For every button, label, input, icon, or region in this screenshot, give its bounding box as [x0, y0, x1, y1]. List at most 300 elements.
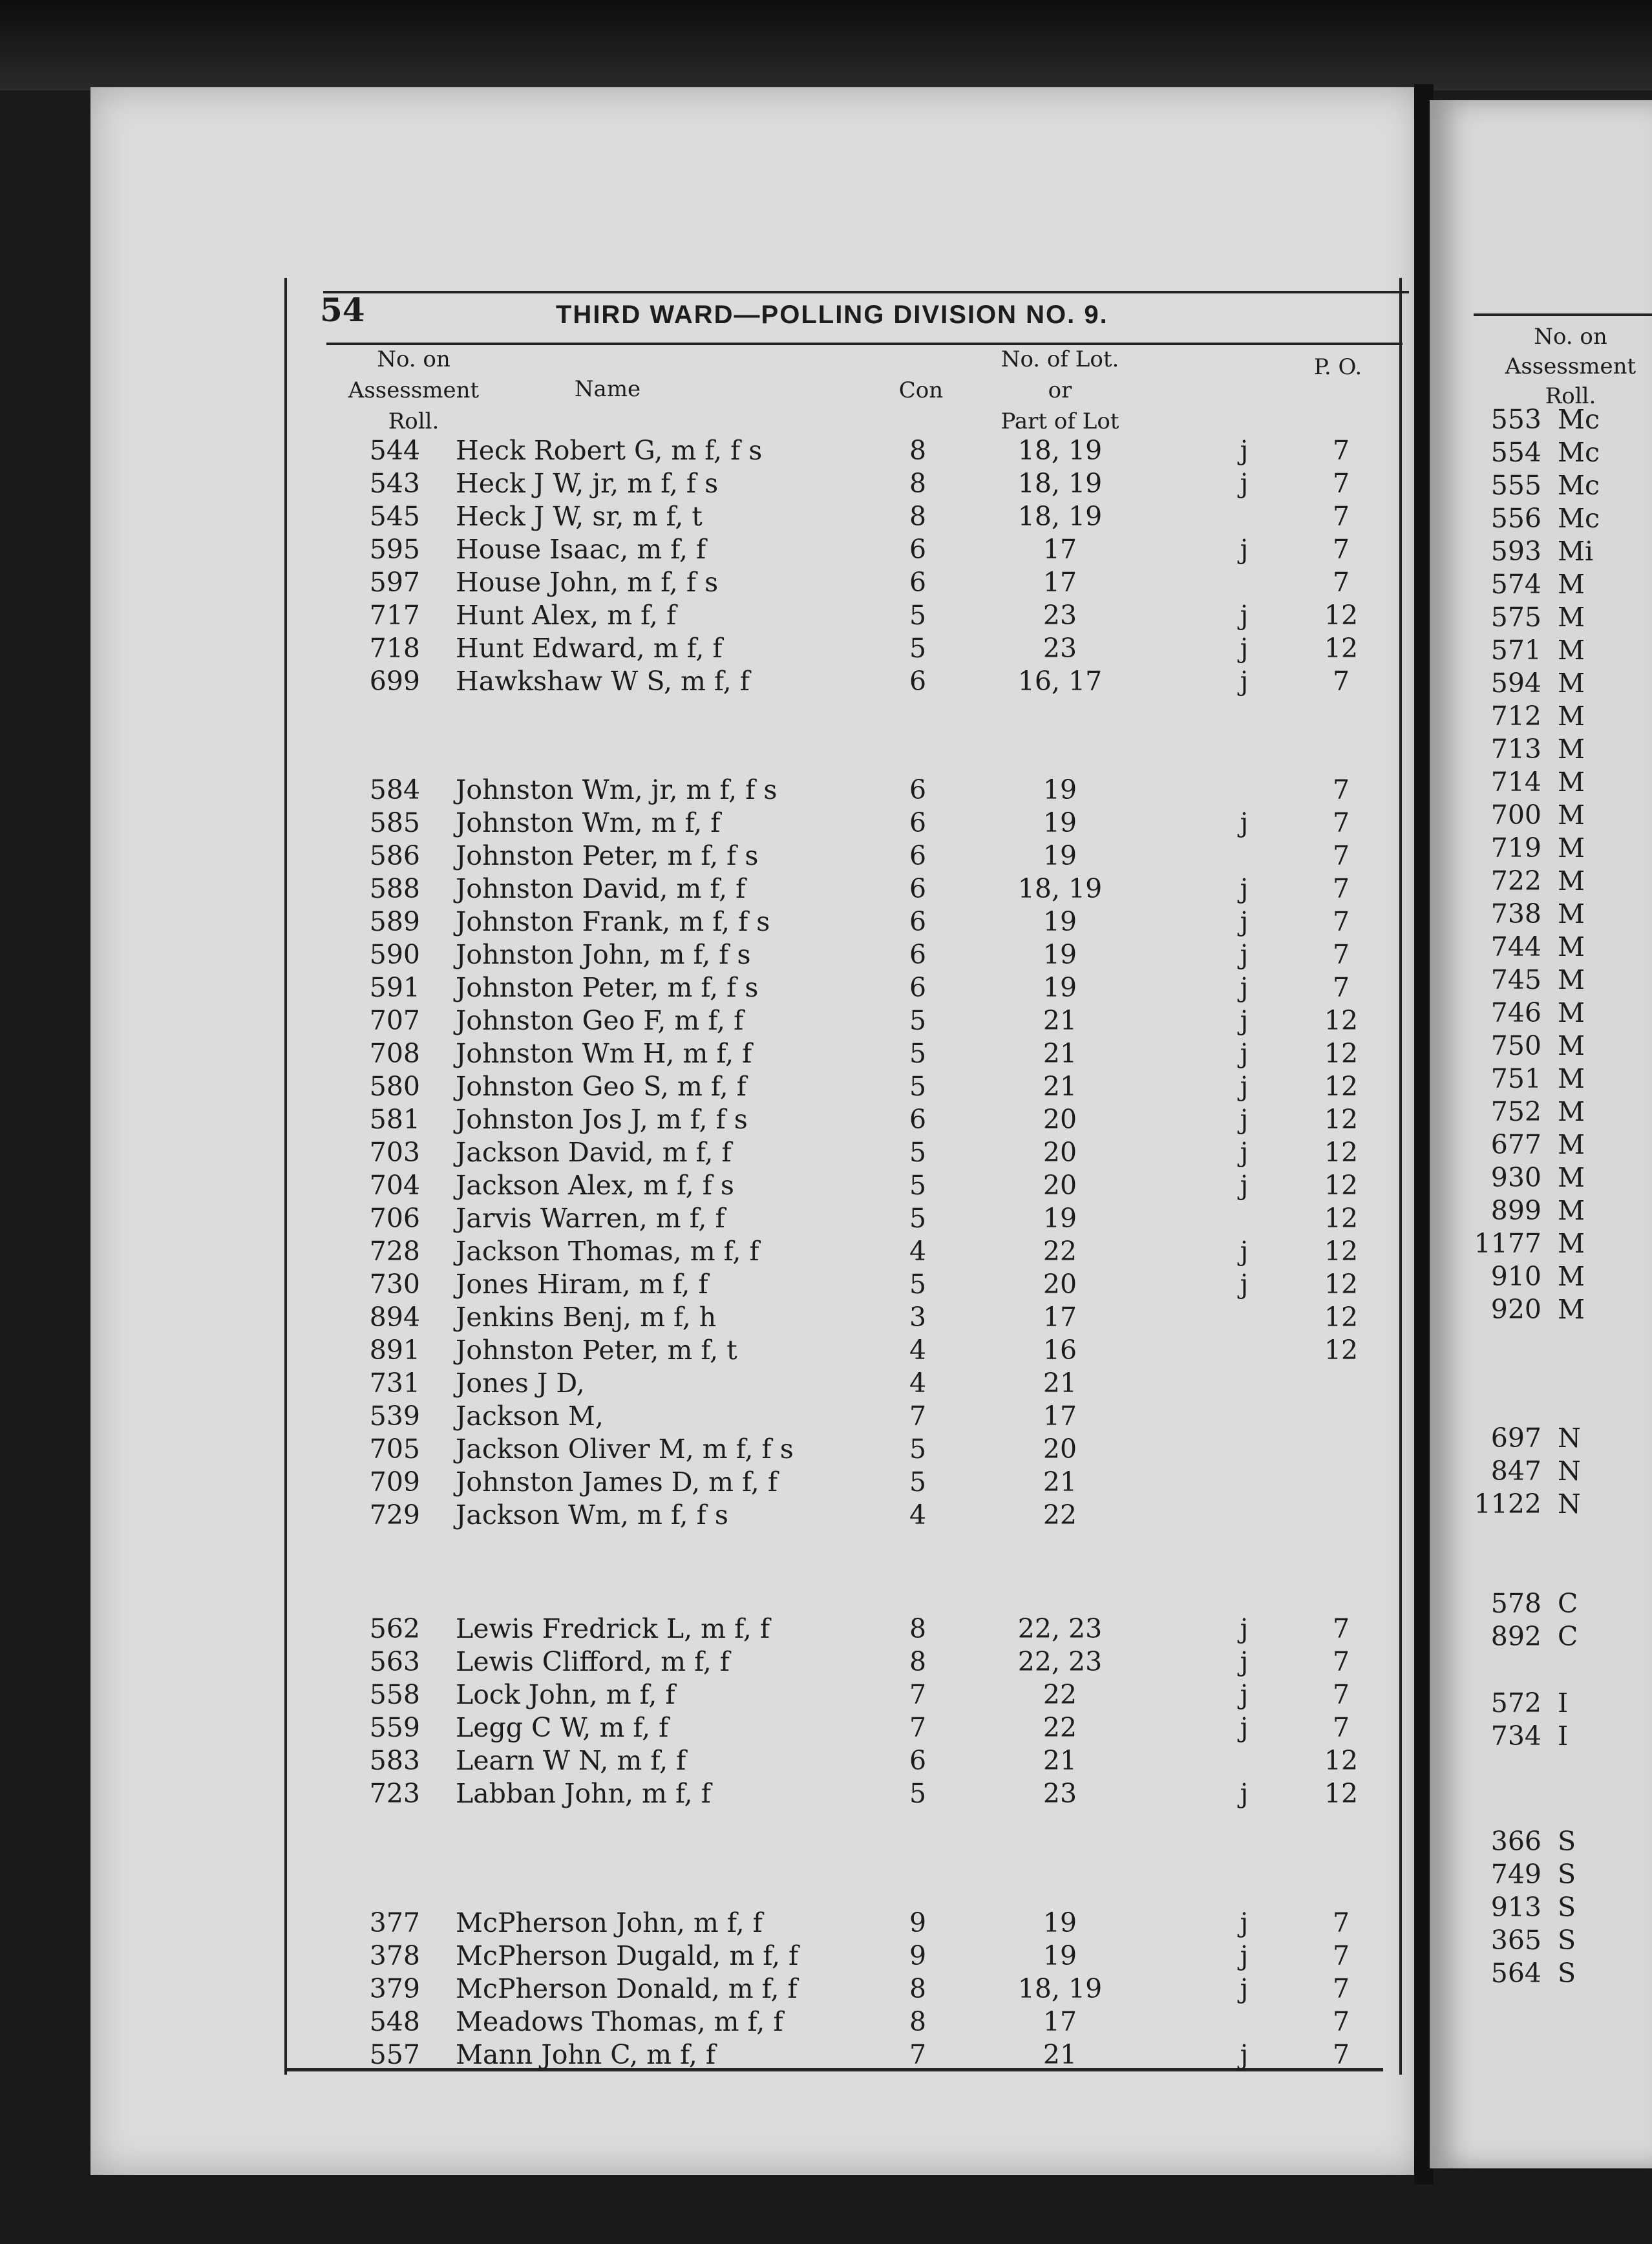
voter-name: Johnston James D, m f, f: [456, 1466, 778, 1498]
concession: 4: [909, 1335, 927, 1366]
voter-name: Labban John, m f, f: [456, 1778, 711, 1809]
voter-name: Hawkshaw W S, m f, f: [456, 666, 750, 697]
voter-name: Johnston John, m f, f s: [456, 939, 751, 970]
concession: 6: [909, 534, 927, 565]
table-row: [0, 1973, 1422, 2005]
post-office: 12: [1324, 1269, 1359, 1300]
concession: 6: [909, 906, 927, 937]
voter-name-fragment: M: [1558, 964, 1585, 995]
post-office: 7: [1332, 567, 1350, 598]
voter-name: Johnston Peter, m f, t: [456, 1335, 737, 1366]
concession: 6: [909, 1104, 927, 1135]
voter-name-fragment: I: [1558, 1688, 1569, 1719]
post-office: 12: [1324, 1302, 1359, 1333]
right-page-row: [1474, 403, 1652, 436]
roll-number: 920: [1490, 1294, 1541, 1325]
roll-number: 562: [369, 1613, 420, 1644]
voter-name: Heck Robert G, m f, f s: [456, 435, 763, 466]
juror-mark: j: [1240, 1778, 1249, 1809]
voter-name-fragment: M: [1558, 701, 1585, 732]
roll-number: 586: [369, 840, 420, 871]
table-row: [0, 566, 1422, 598]
roll-number: 729: [369, 1499, 420, 1530]
roll-number: 738: [1490, 898, 1541, 929]
roll-number: 700: [1490, 799, 1541, 831]
table-row: [0, 2006, 1422, 2038]
table-row: [0, 1301, 1422, 1333]
roll-number: 677: [1490, 1129, 1541, 1160]
right-page-row: [1474, 469, 1652, 502]
table-row: [0, 1744, 1422, 1777]
post-office: 12: [1324, 1137, 1359, 1168]
voter-name: Lock John, m f, f: [456, 1679, 675, 1710]
post-office: 7: [1332, 534, 1350, 565]
right-page-row: [1474, 1587, 1652, 1620]
right-page-row: [1474, 1260, 1652, 1293]
concession: 6: [909, 840, 927, 871]
post-office: 7: [1332, 1646, 1350, 1677]
right-page-row: [1474, 1858, 1652, 1890]
lot-number: 22: [1043, 1499, 1077, 1530]
roll-number: 708: [369, 1038, 420, 1069]
juror-mark: j: [1240, 1137, 1249, 1168]
concession: 5: [909, 1005, 927, 1036]
roll-number: 559: [369, 1712, 420, 1743]
voter-name: Johnston David, m f, f: [456, 873, 746, 904]
right-page-row: [1474, 1825, 1652, 1858]
right-page-row: [1474, 964, 1652, 996]
post-office: 12: [1324, 633, 1359, 664]
table-row: [0, 1103, 1422, 1136]
lot-number: 20: [1043, 1269, 1077, 1300]
table-row: [0, 938, 1422, 971]
right-page-row: [1474, 535, 1652, 567]
roll-number: 594: [1490, 668, 1541, 699]
lot-number: 17: [1043, 1401, 1077, 1432]
table-row: [0, 467, 1422, 500]
voter-name: Hunt Alex, m f, f: [456, 600, 677, 631]
roll-number: 365: [1490, 1925, 1541, 1956]
right-page-row: [1474, 865, 1652, 897]
right-page-row: [1474, 1063, 1652, 1095]
roll-number: 703: [369, 1137, 420, 1168]
juror-mark: j: [1240, 534, 1249, 565]
table-row: [0, 599, 1422, 631]
voter-name-fragment: M: [1558, 865, 1585, 896]
right-page-row: [1474, 667, 1652, 699]
roll-number: 583: [369, 1745, 420, 1776]
post-office: 12: [1324, 1038, 1359, 1069]
voter-name-fragment: M: [1558, 767, 1585, 798]
roll-number: 892: [1490, 1621, 1541, 1652]
roll-number: 750: [1490, 1030, 1541, 1061]
roll-number: 1122: [1474, 1488, 1541, 1519]
voter-name-fragment: N: [1558, 1488, 1581, 1519]
table-row: [0, 1940, 1422, 1972]
table-row: [0, 1202, 1422, 1234]
roll-number: 746: [1490, 997, 1541, 1028]
concession: 4: [909, 1368, 927, 1399]
roll-number: 554: [1490, 437, 1541, 468]
roll-number: 575: [1490, 602, 1541, 633]
right-page-top-rule: [1474, 313, 1652, 316]
concession: 8: [909, 501, 927, 532]
table-row: [0, 665, 1422, 697]
roll-number: 714: [1490, 767, 1541, 798]
header-con: Con: [898, 377, 944, 403]
roll-number: 744: [1490, 931, 1541, 962]
voter-name: McPherson John, m f, f: [456, 1907, 763, 1938]
lot-number: 20: [1043, 1434, 1077, 1465]
lot-number: 23: [1043, 1778, 1077, 1809]
roll-number: 707: [369, 1005, 420, 1036]
lot-number: 19: [1043, 774, 1077, 805]
concession: 6: [909, 873, 927, 904]
lot-number: 19: [1043, 972, 1077, 1003]
voter-name-fragment: Mc: [1558, 404, 1600, 435]
voter-name: Mann John C, m f, f: [456, 2039, 716, 2070]
post-office: 12: [1324, 1071, 1359, 1102]
right-page-row: [1474, 733, 1652, 765]
post-office: 7: [1332, 939, 1350, 970]
roll-number: 558: [369, 1679, 420, 1710]
right-page-row: [1474, 766, 1652, 798]
juror-mark: j: [1240, 1646, 1249, 1677]
voter-name-fragment: Mc: [1558, 437, 1600, 468]
voter-name: Jarvis Warren, m f, f: [456, 1203, 725, 1234]
roll-number: 894: [369, 1302, 420, 1333]
juror-mark: j: [1240, 1712, 1249, 1743]
table-row: [0, 1004, 1422, 1037]
post-office: 12: [1324, 1104, 1359, 1135]
juror-mark: j: [1240, 1973, 1249, 2004]
concession: 5: [909, 1778, 927, 1809]
voter-name: Jackson Wm, m f, f s: [456, 1499, 728, 1530]
voter-name: Jackson David, m f, f: [456, 1137, 732, 1168]
right-page-row: [1474, 1161, 1652, 1194]
lot-number: 16: [1043, 1335, 1077, 1366]
concession: 5: [909, 600, 927, 631]
voter-name-fragment: N: [1558, 1455, 1581, 1487]
roll-number: 751: [1490, 1063, 1541, 1094]
roll-number: 564: [1490, 1958, 1541, 1989]
roll-number: 705: [369, 1434, 420, 1465]
post-office: 12: [1324, 1745, 1359, 1776]
table-row: [0, 1678, 1422, 1711]
juror-mark: j: [1240, 1038, 1249, 1069]
lot-number: 20: [1043, 1104, 1077, 1135]
concession: 3: [909, 1302, 927, 1333]
right-page-row: [1474, 1720, 1652, 1752]
concession: 6: [909, 939, 927, 970]
juror-mark: j: [1240, 1679, 1249, 1710]
roll-number: 717: [369, 600, 420, 631]
voter-name-fragment: M: [1558, 1030, 1585, 1061]
lot-number: 18, 19: [1017, 1973, 1103, 2004]
post-office: 7: [1332, 501, 1350, 532]
header-no-on-roll: No. on Assessment Roll.: [348, 346, 480, 434]
post-office: 7: [1332, 807, 1350, 838]
lot-number: 20: [1043, 1137, 1077, 1168]
table-row: [0, 905, 1422, 938]
right-page-row: [1474, 1924, 1652, 1956]
concession: 8: [909, 1613, 927, 1644]
header-name: Name: [574, 376, 641, 402]
voter-name-fragment: C: [1558, 1621, 1578, 1652]
voter-name: Johnston Peter, m f, f s: [456, 840, 759, 871]
juror-mark: j: [1240, 600, 1249, 631]
roll-number: 712: [1490, 701, 1541, 732]
right-page-row: [1474, 1455, 1652, 1487]
lot-number: 20: [1043, 1170, 1077, 1201]
lot-number: 19: [1043, 939, 1077, 970]
juror-mark: j: [1240, 666, 1249, 697]
lot-number: 21: [1043, 1745, 1077, 1776]
roll-number: 595: [369, 534, 420, 565]
table-row: [0, 1907, 1422, 1939]
table-row: [0, 1466, 1422, 1498]
voter-name: Hunt Edward, m f, f: [456, 633, 723, 664]
right-page-row: [1474, 931, 1652, 963]
concession: 9: [909, 1907, 927, 1938]
table-row: [0, 1499, 1422, 1531]
concession: 6: [909, 807, 927, 838]
table-row: [0, 1334, 1422, 1366]
lot-number: 22, 23: [1017, 1613, 1103, 1644]
post-office: 7: [1332, 1973, 1350, 2004]
lot-number: 17: [1043, 2006, 1077, 2037]
voter-name: Johnston Geo S, m f, f: [456, 1071, 747, 1102]
roll-number: 752: [1490, 1096, 1541, 1127]
juror-mark: j: [1240, 633, 1249, 664]
post-office: 12: [1324, 1005, 1359, 1036]
roll-number: 1177: [1474, 1228, 1541, 1259]
table-row: [0, 1433, 1422, 1465]
voter-name: Jackson Alex, m f, f s: [456, 1170, 734, 1201]
lot-number: 19: [1043, 1203, 1077, 1234]
lot-number: 21: [1043, 1368, 1077, 1399]
right-page-row: [1474, 502, 1652, 535]
voter-name: Jones Hiram, m f, f: [456, 1269, 708, 1300]
right-page-row: [1474, 1488, 1652, 1520]
right-page-row: [1474, 898, 1652, 930]
right-page-row: [1474, 1422, 1652, 1454]
voter-name: House Isaac, m f, f: [456, 534, 706, 565]
header-po: P. O.: [1313, 354, 1362, 380]
table-row: [0, 840, 1422, 872]
lot-number: 23: [1043, 600, 1077, 631]
concession: 8: [909, 1973, 927, 2004]
voter-name-fragment: M: [1558, 832, 1585, 863]
right-page-row: [1474, 1293, 1652, 1326]
roll-number: 899: [1490, 1195, 1541, 1226]
roll-number: 556: [1490, 503, 1541, 534]
concession: 8: [909, 435, 927, 466]
right-page-row: [1474, 568, 1652, 600]
table-row: [0, 1037, 1422, 1070]
post-office: 7: [1332, 2039, 1350, 2070]
roll-number: 723: [369, 1778, 420, 1809]
concession: 5: [909, 1038, 927, 1069]
lot-number: 18, 19: [1017, 501, 1103, 532]
concession: 5: [909, 1170, 927, 1201]
concession: 7: [909, 1679, 927, 1710]
table-row: [0, 1136, 1422, 1169]
right-page-row: [1474, 601, 1652, 633]
voter-name: Jackson M,: [456, 1401, 604, 1432]
roll-number: 734: [1490, 1720, 1541, 1752]
roll-number: 593: [1490, 536, 1541, 567]
lot-number: 22: [1043, 1679, 1077, 1710]
roll-number: 731: [369, 1368, 420, 1399]
concession: 8: [909, 468, 927, 499]
roll-number: 706: [369, 1203, 420, 1234]
post-office: 12: [1324, 1335, 1359, 1366]
roll-number: 544: [369, 435, 420, 466]
voter-name: Meadows Thomas, m f, f: [456, 2006, 783, 2037]
lot-number: 22: [1043, 1236, 1077, 1267]
lot-number: 17: [1043, 1302, 1077, 1333]
roll-number: 572: [1490, 1688, 1541, 1719]
concession: 5: [909, 1466, 927, 1498]
roll-number: 584: [369, 774, 420, 805]
voter-name-fragment: S: [1558, 1826, 1576, 1857]
voter-name: Legg C W, m f, f: [456, 1712, 669, 1743]
roll-number: 585: [369, 807, 420, 838]
header-lot: No. of Lot. or Part of Lot: [1001, 346, 1119, 434]
lot-number: 18, 19: [1017, 468, 1103, 499]
right-page-row: [1474, 1227, 1652, 1260]
roll-number: 697: [1490, 1423, 1541, 1454]
post-office: 7: [1332, 1907, 1350, 1938]
right-page-row: [1474, 1620, 1652, 1653]
roll-number: 379: [369, 1973, 420, 2004]
table-row: [0, 873, 1422, 905]
top-rule: [323, 291, 1409, 293]
concession: 5: [909, 1203, 927, 1234]
lot-number: 17: [1043, 567, 1077, 598]
juror-mark: j: [1240, 1071, 1249, 1102]
juror-mark: j: [1240, 1236, 1249, 1267]
post-office: 7: [1332, 1613, 1350, 1644]
roll-number: 847: [1490, 1455, 1541, 1487]
voter-name: Heck J W, sr, m f, t: [456, 501, 703, 532]
lot-number: 21: [1043, 1071, 1077, 1102]
voter-name: Heck J W, jr, m f, f s: [456, 468, 719, 499]
lot-number: 21: [1043, 2039, 1077, 2070]
right-page-row: [1474, 1687, 1652, 1719]
roll-number: 930: [1490, 1162, 1541, 1193]
voter-name: Johnston Wm, jr, m f, f s: [456, 774, 778, 805]
post-office: 12: [1324, 1203, 1359, 1234]
concession: 7: [909, 1712, 927, 1743]
lot-number: 23: [1043, 633, 1077, 664]
voter-name-fragment: M: [1558, 1096, 1585, 1127]
voter-name-fragment: M: [1558, 1294, 1585, 1325]
voter-name-fragment: M: [1558, 1228, 1585, 1259]
voter-name-fragment: M: [1558, 668, 1585, 699]
right-page-row: [1474, 832, 1652, 864]
concession: 5: [909, 1269, 927, 1300]
lot-number: 16, 17: [1017, 666, 1103, 697]
voter-name: Johnston Geo F, m f, f: [456, 1005, 744, 1036]
voter-name: Johnston Jos J, m f, f s: [456, 1104, 748, 1135]
voter-name: McPherson Dugald, m f, f: [456, 1940, 799, 1971]
roll-number: 378: [369, 1940, 420, 1971]
voter-name-fragment: M: [1558, 1162, 1585, 1193]
voter-name-fragment: S: [1558, 1925, 1576, 1956]
lot-number: 19: [1043, 840, 1077, 871]
table-row: [0, 1777, 1422, 1810]
table-row: [0, 1646, 1422, 1678]
lot-number: 18, 19: [1017, 435, 1103, 466]
roll-number: 543: [369, 468, 420, 499]
juror-mark: j: [1240, 2039, 1249, 2070]
right-page-row: [1474, 1891, 1652, 1923]
roll-number: 574: [1490, 569, 1541, 600]
right-page-row: [1474, 700, 1652, 732]
concession: 8: [909, 1646, 927, 1677]
concession: 7: [909, 2039, 927, 2070]
roll-number: 555: [1490, 470, 1541, 501]
page-number: 54: [320, 291, 365, 329]
lot-number: 17: [1043, 534, 1077, 565]
roll-number: 730: [369, 1269, 420, 1300]
table-row: [0, 500, 1422, 533]
voter-name-fragment: M: [1558, 997, 1585, 1028]
right-page-row: [1474, 634, 1652, 666]
table-row: [0, 632, 1422, 664]
roll-number: 588: [369, 873, 420, 904]
right-page-row: [1474, 1194, 1652, 1227]
voter-name: Jones J D,: [456, 1368, 585, 1399]
table-row: [0, 1400, 1422, 1432]
post-office: 12: [1324, 1170, 1359, 1201]
voter-name: Johnston Wm H, m f, f: [456, 1038, 752, 1069]
table-row: [0, 533, 1422, 566]
right-page-row: [1474, 1128, 1652, 1161]
post-office: 7: [1332, 1712, 1350, 1743]
roll-number: 581: [369, 1104, 420, 1135]
voter-name-fragment: I: [1558, 1720, 1569, 1752]
lot-number: 19: [1043, 807, 1077, 838]
concession: 5: [909, 1434, 927, 1465]
voter-name-fragment: C: [1558, 1588, 1578, 1619]
voter-name: McPherson Donald, m f, f: [456, 1973, 798, 2004]
post-office: 7: [1332, 873, 1350, 904]
roll-number: 713: [1490, 734, 1541, 765]
voter-name-fragment: M: [1558, 734, 1585, 765]
voter-name-fragment: M: [1558, 635, 1585, 666]
table-row: [0, 1235, 1422, 1267]
concession: 6: [909, 972, 927, 1003]
table-row: [0, 1169, 1422, 1201]
roll-number: 891: [369, 1335, 420, 1366]
voter-name-fragment: M: [1558, 1129, 1585, 1160]
lot-number: 21: [1043, 1466, 1077, 1498]
voter-name-fragment: M: [1558, 799, 1585, 831]
post-office: 7: [1332, 1679, 1350, 1710]
voter-name-fragment: M: [1558, 1261, 1585, 1292]
voter-name: Lewis Clifford, m f, f: [456, 1646, 730, 1677]
post-office: 7: [1332, 774, 1350, 805]
roll-number: 545: [369, 501, 420, 532]
roll-number: 722: [1490, 865, 1541, 896]
voter-name-fragment: M: [1558, 898, 1585, 929]
post-office: 7: [1332, 840, 1350, 871]
voter-name-fragment: M: [1558, 931, 1585, 962]
juror-mark: j: [1240, 1005, 1249, 1036]
